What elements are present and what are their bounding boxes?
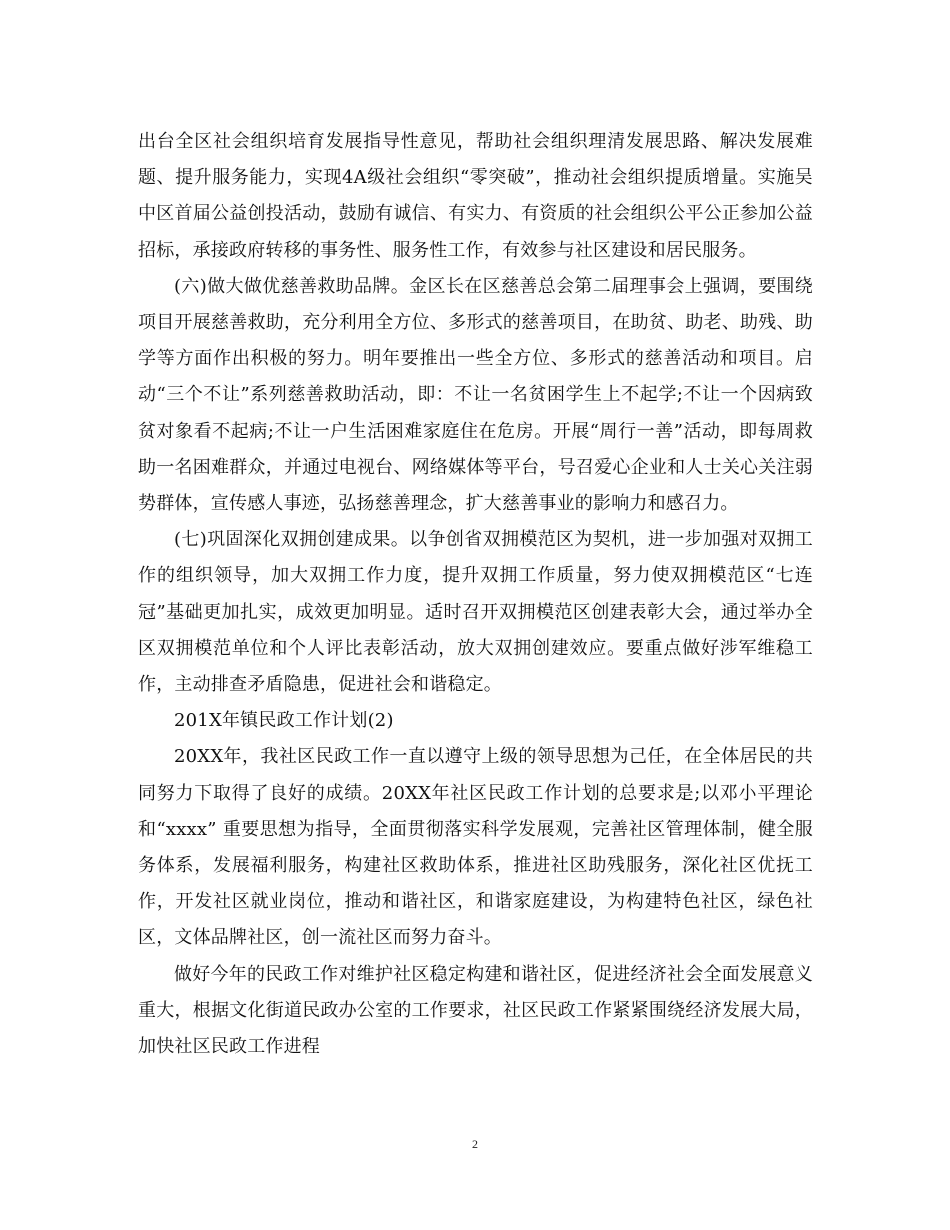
paragraph-double-support: (七)巩固深化双拥创建成果。以争创省双拥模范区为契机，进一步加强对双拥工作的组织领导，加大双拥工作力度，提升双拥工作质量，努力使双拥模范区“七连冠”基础更加扎实，成效更加明显。适时召开双拥模范区创建表彰大会，通过举办全区双拥模范单位和个人评比表彰活动，放大双拥创建效应。要重点做好涉军维稳工作，主动排查矛盾隐患，促进社会和谐稳定。 [138, 529, 813, 696]
page-number: 2 [472, 1137, 478, 1151]
document-body [138, 124, 813, 1065]
paragraph-continuation: 出台全区社会组织培育发展指导性意见，帮助社会组织理清发展思路、解决发展难题、提升服务能力，实现4A级社会组织“零突破”，推动社会组织提质增量。实施吴中区首届公益创投活动，鼓励有诚信、有实力、有资质的社会组织公平公正参加公益招标，承接政府转移的事务性、服务性工作，有效参与社区建设和居民服务。 [138, 131, 813, 261]
section-heading: 201X年镇民政工作计划(2) [174, 710, 394, 732]
paragraph-work-requirements: 做好今年的民政工作对维护社区稳定构建和谐社区，促进经济社会全面发展意义重大，根据文化街道民政办公室的工作要求，社区民政工作紧紧围绕经济发展大局，加快社区民政工作进程 [138, 963, 813, 1058]
paragraph-charity-brand: (六)做大做优慈善救助品牌。金区长在区慈善总会第二届理事会上强调，要围绕项目开展慈善救助，充分利用全方位、多形式的慈善项目，在助贫、助老、助残、助学等方面作出积极的努力。明年要推出一些全方位、多形式的慈善活动和项目。启动“三个不让”系列慈善救助活动，即：不让一名贫困学生上不起学;不让一个因病致贫对象看不起病;不让一户生活困难家庭住在危房。开展“周行一善”活动，即每周救助一名困难群众，并通过电视台、网络媒体等平台，号召爱心企业和人士关心关注弱势群体，宣传感人事迹，弘扬慈善理念，扩大慈善事业的影响力和感召力。 [138, 275, 813, 515]
paragraph-annual-plan: 20XX年，我社区民政工作一直以遵守上级的领导思想为己任，在全体居民的共同努力下取得了良好的成绩。20XX年社区民政工作计划的总要求是;以邓小平理论和“xxxx” 重要思想为指导，全面贯彻落实科学发展观，完善社区管理体制，健全服务体系，发展福利服务，构建社区救助体系，推进社区助残服务，深化社区优抚工作，开发社区就业岗位，推动和谐社区，和谐家庭建设，为构建特色社区，绿色社区，文体品牌社区，创一流社区而努力奋斗。 [138, 746, 813, 949]
